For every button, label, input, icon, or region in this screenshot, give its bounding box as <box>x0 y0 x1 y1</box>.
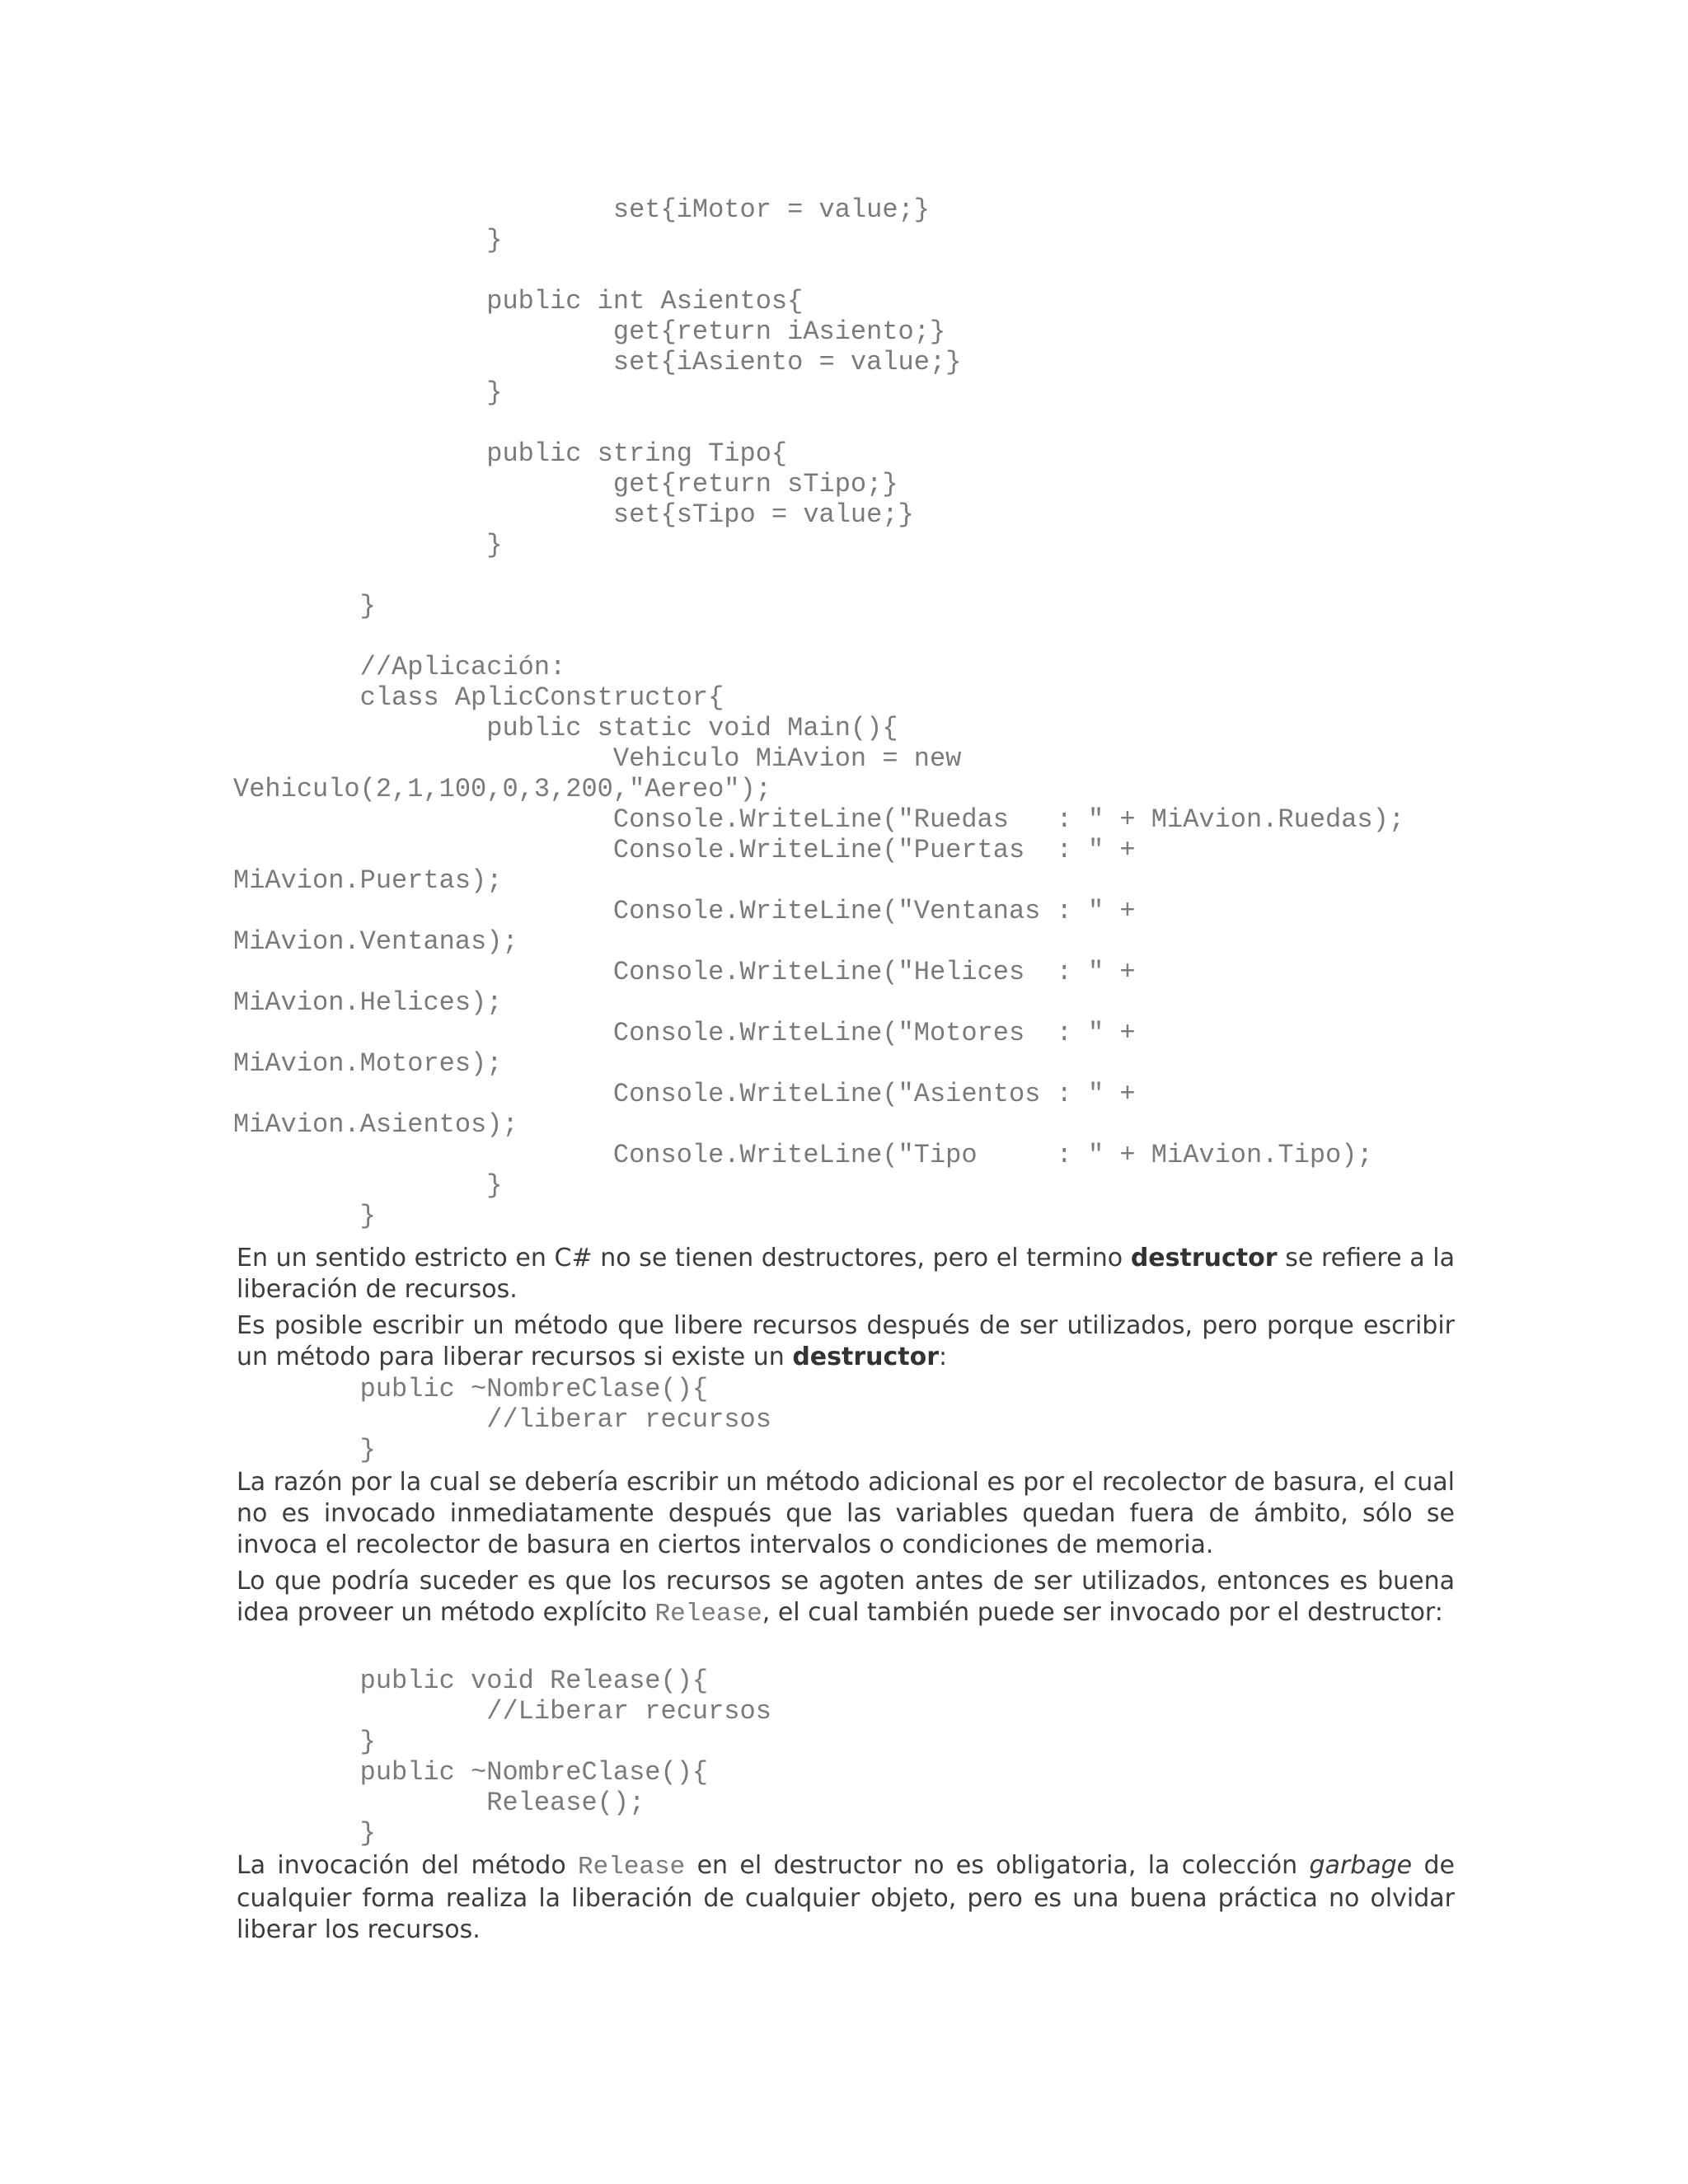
code-line: class AplicConstructor{ <box>233 682 724 713</box>
code-line: } <box>233 225 503 255</box>
code-line: MiAvion.Asientos); <box>233 1109 518 1140</box>
code-line <box>233 621 1404 652</box>
paragraph-text: Lo que podría suceder es que los recursos se agoten antes de ser utilizados, entonces es buena idea proveer un método explícito <box>237 1567 1455 1627</box>
code-line: Console.WriteLine("Helices : " + <box>233 957 1136 987</box>
paragraph-text: La invocación del método <box>237 1851 579 1880</box>
code-line: Console.WriteLine("Ruedas : " + MiAvion.Ruedas); <box>233 804 1405 835</box>
code-line: } <box>233 1435 376 1465</box>
code-line: } <box>233 591 376 621</box>
inline-code: Release <box>654 1600 762 1629</box>
code-line: MiAvion.Helices); <box>233 987 503 1018</box>
code-line: set{iAsiento = value;} <box>233 347 962 377</box>
code-line: Vehiculo(2,1,100,0,3,200,"Aereo"); <box>233 774 771 804</box>
paragraph-text: : <box>939 1343 948 1371</box>
paragraph-text: en el destructor no es obligatoria, la colección <box>685 1851 1310 1880</box>
code-line: Release(); <box>233 1788 645 1818</box>
paragraph-release-method <box>237 1310 1455 1373</box>
code-line: //liberar recursos <box>233 1404 771 1435</box>
code-line: //Liberar recursos <box>233 1696 771 1727</box>
code-line: MiAvion.Puertas); <box>233 865 503 896</box>
code-line: Console.WriteLine("Puertas : " + <box>233 835 1136 865</box>
paragraph-text: se refiere a la liberación de recursos. <box>237 1244 1455 1304</box>
paragraph-text: La razón por la cual se debería escribir un método adicional es por el recolector de basura, el cual no es invocado inmediatamente después que las variables quedan fuera de ámbito, sólo se invoca el recolector de basura en ciertos intervalos o condiciones de memoria. <box>237 1468 1455 1559</box>
bold-term: destructor <box>792 1343 940 1371</box>
paragraph-text: , el cual también puede ser invocado por el destructor: <box>762 1598 1443 1627</box>
code-line <box>233 408 1404 438</box>
paragraph-explicit-release <box>237 1566 1455 1630</box>
code-line: Console.WriteLine("Ventanas : " + <box>233 896 1136 926</box>
code-line: MiAvion.Ventanas); <box>233 926 518 957</box>
code-line <box>233 560 1404 591</box>
paragraph-release-invocation <box>237 1850 1455 1946</box>
code-line: Console.WriteLine("Asientos : " + <box>233 1079 1136 1109</box>
code-line: set{iMotor = value;} <box>233 194 930 225</box>
code-line: public static void Main(){ <box>233 713 898 743</box>
code-line: } <box>233 530 503 560</box>
code-line: public string Tipo{ <box>233 438 788 469</box>
code-line: get{return iAsiento;} <box>233 316 946 347</box>
code-line: get{return sTipo;} <box>233 469 898 499</box>
code-block-properties-and-main <box>233 194 1404 1231</box>
code-line: Console.WriteLine("Motores : " + <box>233 1018 1136 1048</box>
code-line: } <box>233 1201 376 1231</box>
code-line: public ~NombreClase(){ <box>233 1757 709 1788</box>
bold-term: destructor <box>1130 1244 1278 1272</box>
paragraph-text: de cualquier forma realiza la liberación de cualquier objeto, pero es una buena práctica no olvidar liberar los recursos. <box>237 1851 1455 1944</box>
code-line: } <box>233 1170 503 1201</box>
code-line <box>233 255 1404 286</box>
italic-term: garbage <box>1309 1851 1413 1880</box>
code-line: Console.WriteLine("Tipo : " + MiAvion.Tipo); <box>233 1140 1373 1170</box>
code-line: set{sTipo = value;} <box>233 499 914 530</box>
code-block-destructor <box>233 1374 771 1465</box>
code-block-release <box>233 1666 771 1849</box>
code-line: MiAvion.Motores); <box>233 1048 503 1079</box>
code-line: } <box>233 1727 376 1757</box>
code-line: public ~NombreClase(){ <box>233 1374 709 1404</box>
code-line: } <box>233 1818 376 1849</box>
code-line: Vehiculo MiAvion = new <box>233 743 962 774</box>
paragraph-text: En un sentido estricto en C# no se tienen destructores, pero el termino <box>237 1244 1131 1272</box>
paragraph-destructor-intro <box>237 1243 1455 1305</box>
code-line: public void Release(){ <box>233 1666 709 1696</box>
code-line: //Aplicación: <box>233 652 566 682</box>
paragraph-garbage-collector <box>237 1467 1455 1561</box>
code-line: public int Asientos{ <box>233 286 804 316</box>
paragraph-text: Es posible escribir un método que libere recursos después de ser utilizados, pero porque escribir un método para liberar recursos si existe un <box>237 1311 1455 1371</box>
code-line: } <box>233 377 503 408</box>
inline-code: Release <box>578 1853 686 1882</box>
